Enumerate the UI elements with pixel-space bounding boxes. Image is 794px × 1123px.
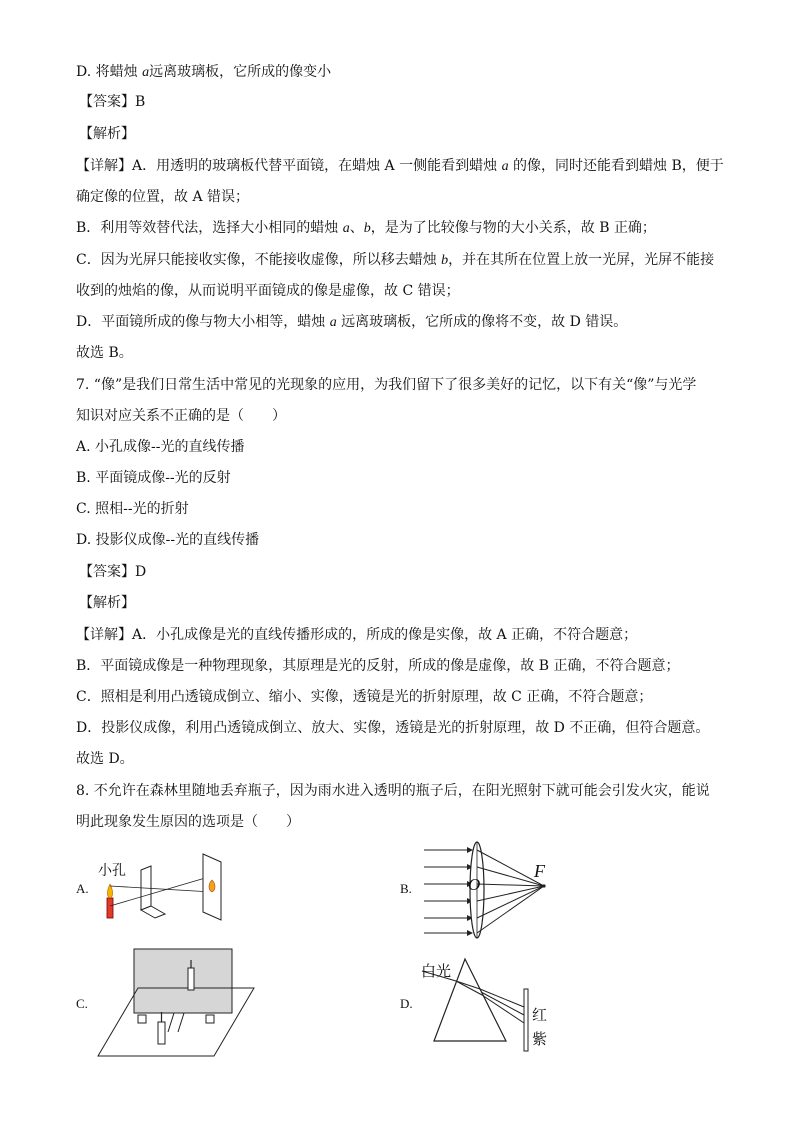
- q7-detail-c: C．照相是利用凸透镜成倒立、缩小、实像，透镜是光的折射原理，故 C 正确，不符合题意；: [76, 689, 653, 705]
- q7-option-c: C. 照相--光的折射: [76, 501, 189, 517]
- q6-detail-b: B．利用等效替代法，选择大小相同的蜡烛 a、b，是为了比较像与物的大小关系，故 B 正确；: [76, 220, 656, 236]
- figure-a-label: A.: [76, 881, 89, 896]
- q6-conclusion: 故选 B。: [76, 345, 133, 361]
- q7-detail-b: B．平面镜成像是一种物理现象，其原理是光的反射，所成的像是虚像，故 B 正确，不符合题意；: [76, 658, 680, 674]
- q8-stem-1: 8. 不允许在森林里随地丢弃瓶子，因为雨水进入透明的瓶子后，在阳光照射下就可能会引发火灾，能说: [76, 783, 710, 799]
- q6-detail-d: D．平面镜所成的像与物大小相等，蜡烛 a 远离玻璃板，它所成的像将不变，故 D 错误。: [76, 314, 628, 330]
- figure-b-label: B.: [400, 881, 412, 896]
- q7-detail-d: D．投影仪成像，利用凸透镜成倒立、放大、实像，透镜是光的折射原理，故 D 不正确，但符合题意。: [76, 720, 710, 736]
- q6-detail-c-1: C．因为光屏只能接收实像，不能接收虚像，所以移去蜡烛 b，并在其所在位置上放一光屏，光屏不能接: [76, 252, 715, 268]
- q7-option-b: B. 平面镜成像--光的反射: [76, 470, 231, 486]
- q7-answer: 【答案】D: [79, 564, 147, 580]
- figure-d-label: D.: [400, 996, 413, 1011]
- figure-d-violet-label: 紫: [532, 1030, 548, 1048]
- q7-analysis-label: 【解析】: [79, 595, 135, 611]
- candle-b: [188, 968, 194, 990]
- q7-stem-1: 7. “像”是我们日常生活中常见的光现象的应用，为我们留下了很多美好的记忆，以下有关“像”与光学: [76, 377, 697, 393]
- q7-detail-a: 【详解】A．小孔成像是光的直线传播形成的，所成的像是实像，故 A 正确，不符合题意；: [76, 627, 638, 643]
- q6-analysis-label: 【解析】: [79, 126, 135, 142]
- figure-d-white-light: 白光: [421, 962, 452, 980]
- q6-answer: 【答案】B: [79, 94, 146, 110]
- q7-conclusion: 故选 D。: [76, 751, 134, 767]
- figure-b-lens-diagram: [420, 840, 560, 940]
- q6-detail-a-1: 【详解】A．用透明的玻璃板代替平面镜，在蜡烛 A 一侧能看到蜡烛 a 的像，同时还能看到蜡烛 B，便于: [76, 158, 724, 174]
- figure-b-center-label: O: [468, 875, 481, 894]
- candle-a: [158, 1022, 165, 1044]
- candle: [107, 898, 113, 918]
- q6-detail-c-2: 收到的烛焰的像，从而说明平面镜成的像是虚像，故 C 错误；: [76, 283, 460, 299]
- figure-d-red-label: 红: [532, 1006, 548, 1024]
- figure-a-caption: 小孔: [98, 864, 126, 879]
- prism-screen: [524, 989, 528, 1051]
- figure-c-label: C.: [76, 996, 88, 1011]
- figure-a-pinhole-diagram: [95, 848, 235, 928]
- q6-detail-a-2: 确定像的位置，故 A 错误；: [76, 189, 250, 205]
- q8-stem-2: 明此现象发生原因的选项是（ ）: [76, 814, 300, 830]
- q7-stem-2: 知识对应关系不正确的是（ ）: [76, 408, 286, 424]
- figure-c-mirror-diagram: [96, 946, 266, 1062]
- q7-option-a: A. 小孔成像--光的直线传播: [76, 439, 245, 455]
- figure-b-focus-label: F: [534, 861, 545, 881]
- q6-option-d: D. 将蜡烛 a远离玻璃板，它所成的像变小: [76, 64, 332, 80]
- q7-option-d: D. 投影仪成像--光的直线传播: [76, 532, 260, 548]
